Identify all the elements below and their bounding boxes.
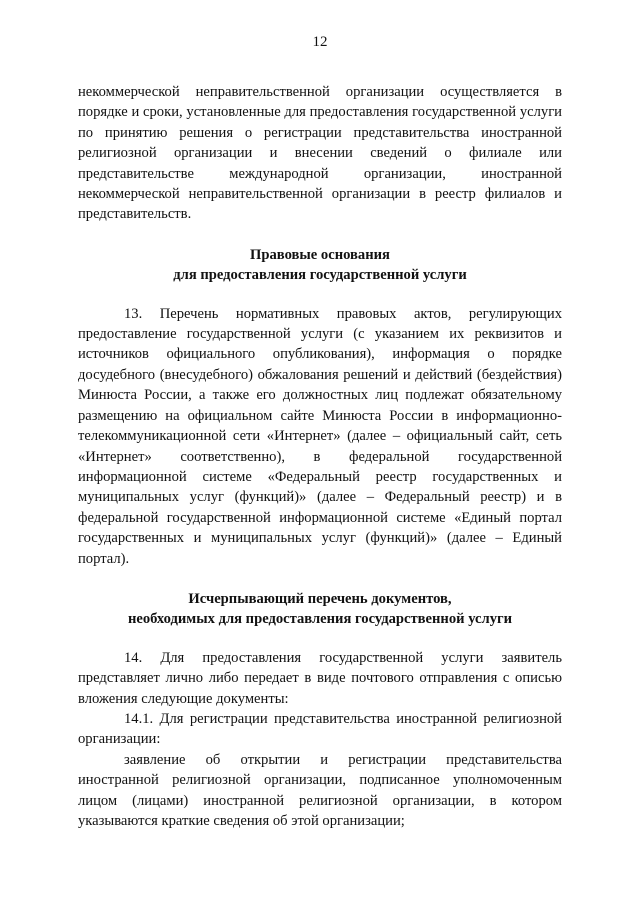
documents-list-heading <box>78 589 562 630</box>
paragraph-14-1: 14.1. Для регистрации представительства иностранной религиозной организации: <box>78 710 562 748</box>
legal-basis-heading-line1: Правовые основания <box>250 246 390 263</box>
document-body <box>78 82 562 831</box>
paragraph-13: 13. Перечень нормативных правовых актов, регулирующих предоставление государственной услуги (с указанием их реквизитов и источников официального опубликования), информация о порядке досудебного (внесудебного) обжалования решений и действий (бездействия) Минюста России, а также его должностных лиц подлежат обязательному размещению на официальном сайте Минюста России в информационно-телекоммуникационной сети «Интернет» (далее – официальный сайт, сеть «Интернет» соответственно), в федеральной государственной информационной системе «Федеральный реестр государственных и муниципальных услуг (функций)» (далее – Федеральный реестр) и в федеральной государственной информационной системе «Единый портал государственных и муниципальных услуг (функций)» (далее – Единый портал). <box>78 305 562 567</box>
page-number: 12 <box>312 34 328 50</box>
intro-paragraph: некоммерческой неправительственной организации осуществляется в порядке и сроки, установленные для предоставления государственной услуги по принятию решения о регистрации представительства иностранной религиозной организации и внесении сведений о филиале или представительстве международной организации, иностранной некоммерческой неправительственной организации в реестр филиалов и представительств. <box>78 84 562 223</box>
legal-basis-heading <box>78 245 562 286</box>
documents-list-heading-line1: Исчерпывающий перечень документов, <box>188 590 452 607</box>
documents-list-heading-line2: необходимых для предоставления государственной услуги <box>127 611 513 628</box>
paragraph-application: заявление об открытии и регистрации представительства иностранной религиозной организации, подписанное уполномоченным лицом (лицами) иностранной религиозной организации, в котором указываются краткие сведения об этой организации; <box>78 751 562 829</box>
paragraph-14: 14. Для предоставления государственной услуги заявитель представляет лично либо передает в виде почтового отправления с описью вложения следующие документы: <box>78 649 562 707</box>
legal-basis-heading-line2: для предоставления государственной услуги <box>173 267 467 284</box>
